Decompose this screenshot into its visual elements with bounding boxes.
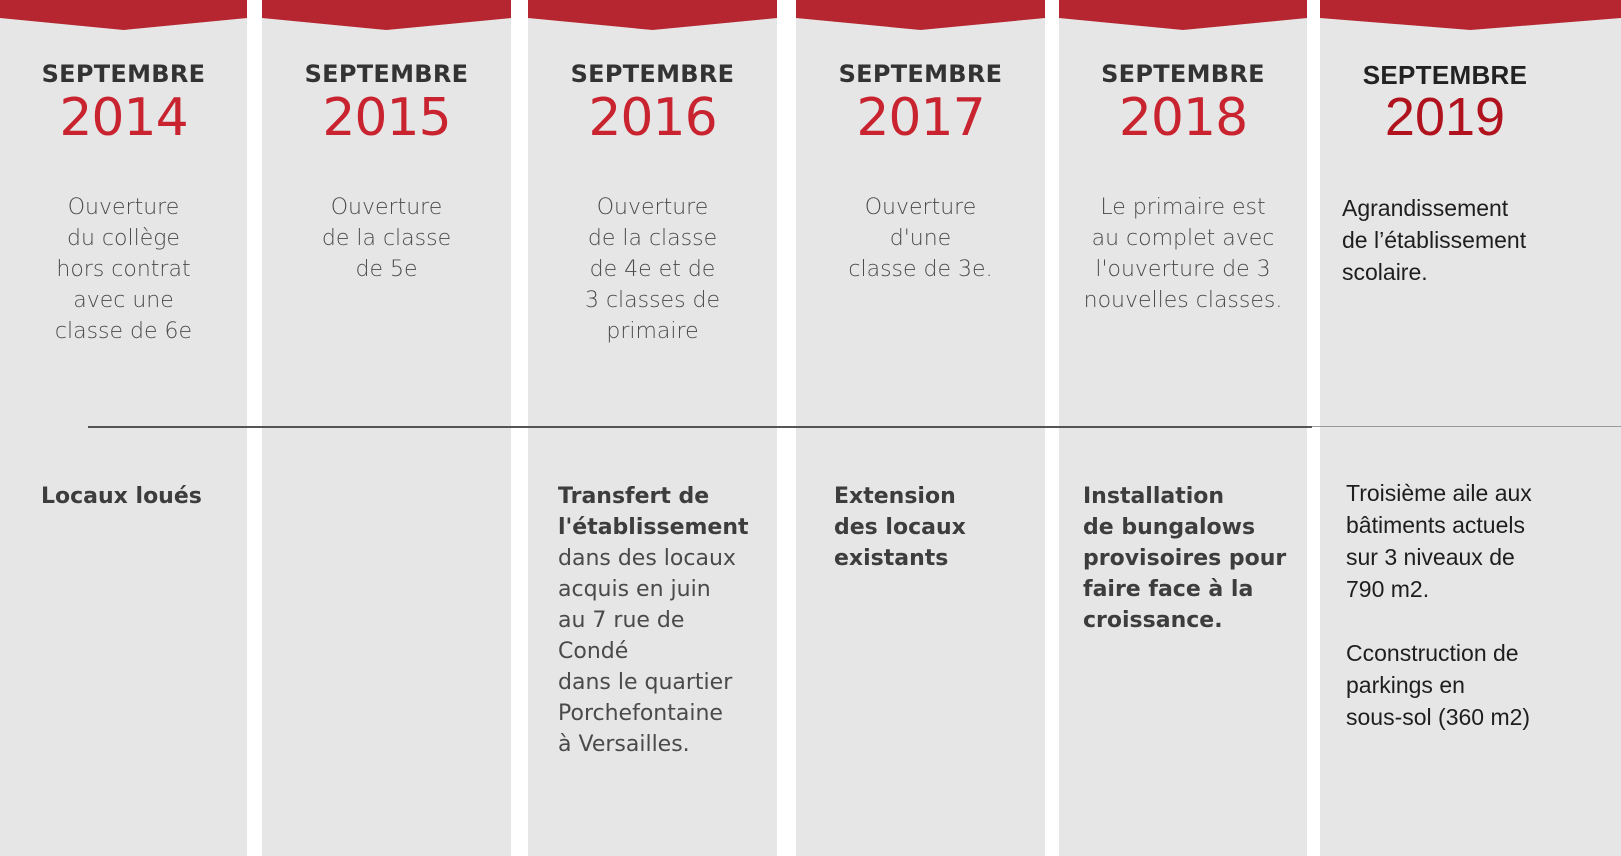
milestone-description: Ouverture de la classe de 5e [321, 195, 452, 282]
year-banner [1059, 0, 1307, 30]
timeline-divider [88, 426, 1312, 428]
year-banner [528, 0, 777, 30]
milestone-description: Ouverture d'une classe de 3e. [848, 195, 993, 282]
premises-heading: Extension des locaux existants [834, 484, 966, 571]
timeline-column-2016 [528, 0, 777, 856]
timeline-column-2017 [796, 0, 1045, 856]
premises-note [834, 450, 1039, 574]
premises-heading: Installation de bungalows provisoires pour faire face à la croissance. [1083, 484, 1287, 633]
milestone-description: Le primaire est au complet avec l'ouverture de 3 nouvelles classes. [1083, 195, 1283, 313]
month-label: SEPTEMBRE [41, 60, 206, 88]
year-label: 2015 [322, 88, 451, 148]
year-label: 2016 [588, 88, 717, 148]
year-banner [796, 0, 1045, 30]
month-label: SEPTEMBRE [1362, 60, 1528, 90]
month-label: SEPTEMBRE [1101, 60, 1265, 88]
timeline-column-2018 [1059, 0, 1307, 856]
year-label: 2017 [856, 88, 985, 148]
timeline-column-2015 [262, 0, 511, 856]
year-label: 2014 [59, 88, 188, 148]
year-banner [0, 0, 247, 30]
premises-note [558, 450, 773, 760]
year-banner [1320, 0, 1621, 30]
month-label: SEPTEMBRE [838, 60, 1003, 88]
premises-detail: dans des locaux acquis en juin au 7 rue de Condé dans le quartier Porchefontaine à Versailles. [558, 546, 736, 757]
year-banner [262, 0, 511, 30]
milestone-description: Agrandissement de l’établissement scolaire. [1342, 195, 1527, 285]
milestone-description: Ouverture du collège hors contrat avec une classe de 6e [54, 195, 193, 344]
premises-note [1346, 445, 1621, 733]
month-label: SEPTEMBRE [304, 60, 469, 88]
premises-note [41, 450, 241, 512]
timeline-column-2014 [0, 0, 247, 856]
year-label: 2018 [1118, 88, 1248, 148]
premises-detail: Troisième aile aux bâtiments actuels sur 3 niveaux de 790 m2. Cconstruction de parkings en sous-sol (360 m2) [1346, 480, 1532, 730]
premises-heading: Transfert de l'établissement [558, 484, 749, 540]
month-label: SEPTEMBRE [570, 60, 735, 88]
premises-note [1083, 450, 1305, 636]
timeline-column-2019 [1320, 0, 1621, 856]
year-label: 2019 [1384, 87, 1506, 147]
premises-heading: Locaux loués [41, 484, 202, 509]
milestone-description: Ouverture de la classe de 4e et de 3 classes de primaire [584, 195, 721, 344]
timeline-divider-extension [1312, 426, 1621, 427]
